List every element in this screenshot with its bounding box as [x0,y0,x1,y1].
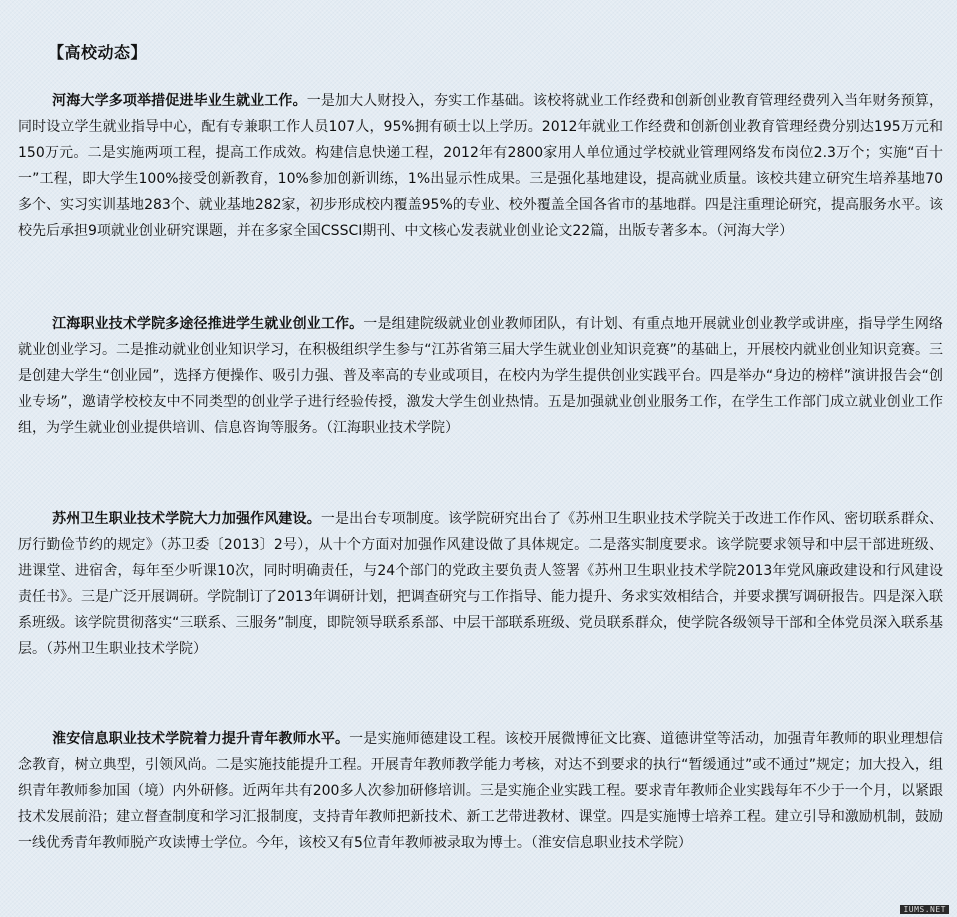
paragraph-headline: 河海大学多项举措促进毕业生就业工作。 [52,93,307,109]
news-paragraph-huaian [18,726,943,856]
paragraph-headline: 苏州卫生职业技术学院大力加强作风建设。 [52,511,321,527]
paragraph-headline: 淮安信息职业技术学院着力提升青年教师水平。 [52,731,350,747]
paragraph-body: 一是加大人财投入，夯实工作基础。该校将就业工作经费和创新创业教育管理经费列入当年财务预算，同时设立学生就业指导中心，配有专兼职工作人员107人，95%拥有硕士以上学历。2012年就业工作经费和创新创业教育管理经费分别达195万元和150万元。二是实施两项工程，提高工作成效。构建信息快递工程，2012年有2800家用人单位通过学校就业管理网络发布岗位2.3万个；实施“百十一”工程，即大学生100%接受创新教育，10%参加创新训练，1%出显示性成果。三是强化基地建设，提高就业质量。该校共建立研究生培养基地70多个、实习实训基地283个、就业基地282家，初步形成校内覆盖95%的专业、校外覆盖全国各省市的基地群。四是注重理论研究，提高服务水平。该校先后承担9项就业创业研究课题，并在多家全国CSSCI期刊、中文核心发表就业创业论文22篇，出版专著多本。（河海大学） [18,93,944,239]
news-paragraph-hohai [18,88,943,244]
paragraph-body: 一是出台专项制度。该学院研究出台了《苏州卫生职业技术学院关于改进工作作风、密切联系群众、厉行勤俭节约的规定》（苏卫委〔2013〕2号），从十个方面对加强作风建设做了具体规定。二是落实制度要求。该学院要求领导和中层干部进班级、进课堂、进宿舍，每年至少听课10次，同时明确责任，与24个部门的党政主要负责人签署《苏州卫生职业技术学院2013年党风廉政建设和行风建设责任书》。三是广泛开展调研。学院制订了2013年调研计划，把调查研究与工作指导、能力提升、务求实效相结合，并要求撰写调研报告。四是深入联系班级。该学院贯彻落实“三联系、三服务”制度，即院领导联系系部、中层干部联系班级、党员联系群众，使学院各级领导干部和全体党员深入联系基层。（苏州卫生职业技术学院） [18,511,943,657]
news-paragraph-suzhou [18,506,943,662]
news-paragraph-jianghai [18,311,943,441]
site-watermark: IUMS.NET [900,905,949,914]
paragraph-headline: 江海职业技术学院多途径推进学生就业创业工作。 [52,316,364,332]
section-title: 【高校动态】 [48,43,148,62]
paragraph-body: 一是组建院级就业创业教师团队，有计划、有重点地开展就业创业教学或讲座，指导学生网络就业创业学习。二是推动就业创业知识学习，在积极组织学生参与“江苏省第三届大学生就业创业知识竞赛”的基础上，开展校内就业创业知识竞赛。三是创建大学生“创业园”，选择方便操作、吸引力强、普及率高的专业或项目，在校内为学生提供创业实践平台。四是举办“身边的榜样”演讲报告会“创业专场”，邀请学校校友中不同类型的创业学子进行经验传授，激发大学生创业热情。五是加强就业创业服务工作，在学生工作部门成立就业创业工作组，为学生就业创业提供培训、信息咨询等服务。（江海职业技术学院） [18,316,944,436]
paragraph-body: 一是实施师德建设工程。该校开展微博征文比赛、道德讲堂等活动，加强青年教师的职业理想信念教育，树立典型，引领风尚。二是实施技能提升工程。开展青年教师教学能力考核，对达不到要求的执行“暂缓通过”或不通过”规定；加大投入，组织青年教师参加国（境）内外研修。近两年共有200多人次参加研修培训。三是实施企业实践工程。要求青年教师企业实践每年不少于一个月，以紧跟技术发展前沿；建立督查制度和学习汇报制度，支持青年教师把新技术、新工艺带进教材、课堂。四是实施博士培养工程。建立引导和激励机制，鼓励一线优秀青年教师脱产攻读博士学位。今年，该校又有5位青年教师被录取为博士。（淮安信息职业技术学院） [18,731,944,851]
